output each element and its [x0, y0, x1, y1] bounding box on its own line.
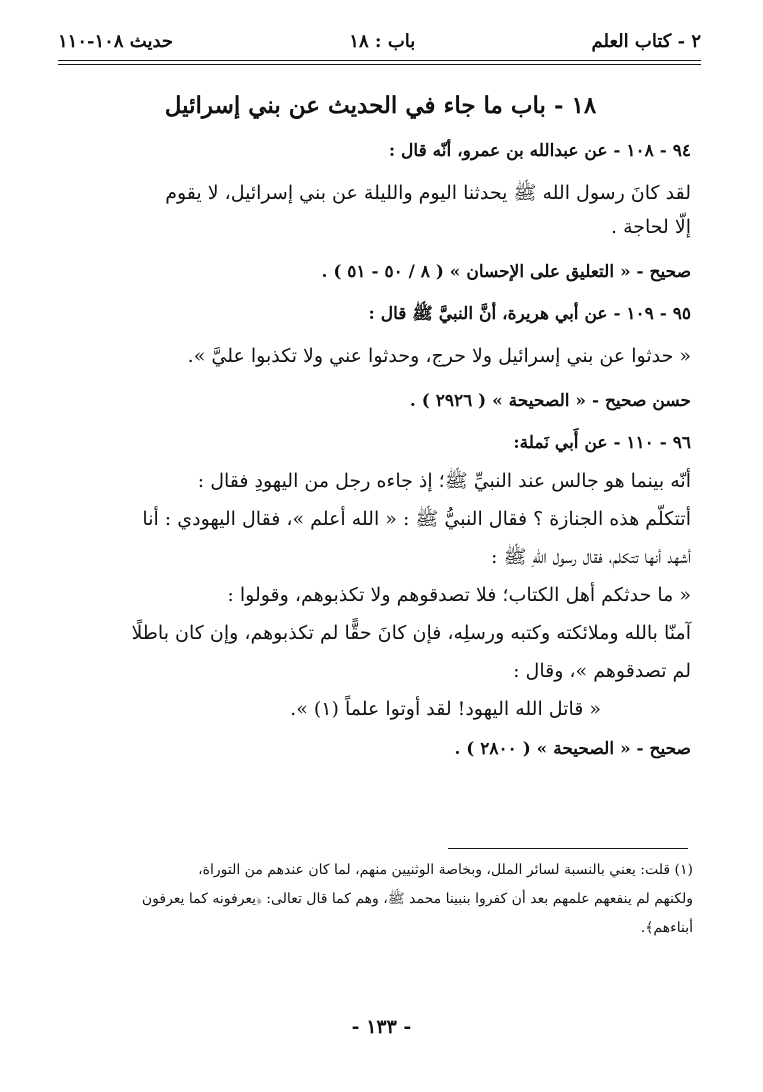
- running-head-hadith-range: حديث ١٠٨-١١٠: [58, 30, 174, 52]
- hadith-96-quote: « قاتل الله اليهود! لقد أوتوا علماً (١) ».: [290, 698, 601, 720]
- footnote-line-1: (١) قلت: يعني بالنسبة لسائر الملل، وبخاصة الوثنيين منهم، لما كان عندهم من التوراة،: [198, 862, 693, 878]
- hadith-96-verdict: صحيح - « الصحيحة » ( ٢٨٠٠ ) .: [454, 739, 691, 759]
- hadith-94-verdict: صحيح - « التعليق على الإحسان » ( ٨ / ٥٠ - ٥١ ) .: [321, 262, 691, 282]
- footnote-line-3: أبناءهم﴾.: [640, 920, 693, 936]
- running-head: [58, 26, 701, 56]
- hadith-95-intro: ٩٥ - ١٠٩ - عن أبي هريرة، أنَّ النبيَّ ﷺ قال :: [368, 304, 691, 324]
- hadith-96-intro: ٩٦ - ١١٠ - عن أَبي نَملة:: [513, 433, 691, 453]
- chapter-title: ١٨ - باب ما جاء في الحديث عن بني إسرائيل: [164, 92, 597, 119]
- main-text: [70, 88, 691, 776]
- hadith-96-text-6: لم تصدقوهم »، وقال :: [513, 660, 691, 682]
- hadith-96-text-3: أشهد أنها تتكلم، فقال رسول اللهِ ﷺ :: [491, 546, 691, 568]
- footnotes: [70, 856, 693, 943]
- hadith-96-text-5: آمنّا بالله وملائكته وكتبه ورسلِه، فإن كانَ حقًّا لم تكذبوهم، وإن كان باطلًا: [131, 622, 691, 644]
- footnote-rule: [448, 848, 688, 849]
- hadith-94-text-1: لقد كانَ رسول الله ﷺ يحدثنا اليوم والليلة عن بني إسرائيل، لا يقوم: [165, 182, 691, 204]
- hadith-94-text-2: إلّا لحاجة .: [610, 216, 691, 238]
- hadith-94-intro: ٩٤ - ١٠٨ - عن عبدالله بن عمرو، أنّه قال :: [388, 141, 691, 161]
- hadith-96-text-1: أنّه بينما هو جالس عند النبيِّ ﷺ؛ إذ جاءه رجل من اليهودِ فقال :: [197, 470, 691, 492]
- header-rule: [58, 60, 701, 61]
- header-rule-inner: [58, 64, 701, 65]
- hadith-95-text-1: « حدثوا عن بني إسرائيل ولا حرج، وحدثوا عني ولا تكذبوا عليَّ ».: [187, 345, 691, 367]
- running-head-book: ٢ - كتاب العلم: [591, 30, 701, 52]
- hadith-96-text-2: أتتكلّم هذه الجنازة ؟ فقال النبيُّ ﷺ : « الله أعلم »، فقال اليهودي : أنا: [142, 508, 691, 530]
- running-head-chapter: باب : ١٨: [349, 30, 416, 52]
- hadith-96-text-4: « ما حدثكم أهل الكتاب؛ فلا تصدقوهم ولا تكذبوهم، وقولوا :: [227, 584, 691, 606]
- hadith-95-verdict: حسن صحيح - « الصحيحة » ( ٢٩٢٦ ) .: [409, 391, 691, 411]
- footnote-line-2: ولكنهم لم ينفعهم علمهم بعد أن كفروا بنبينا محمد ﷺ، وهم كما قال تعالى: ﴿يعرفونه كما يعرفون: [141, 891, 693, 907]
- page-number: - ١٣٣ -: [351, 1016, 412, 1038]
